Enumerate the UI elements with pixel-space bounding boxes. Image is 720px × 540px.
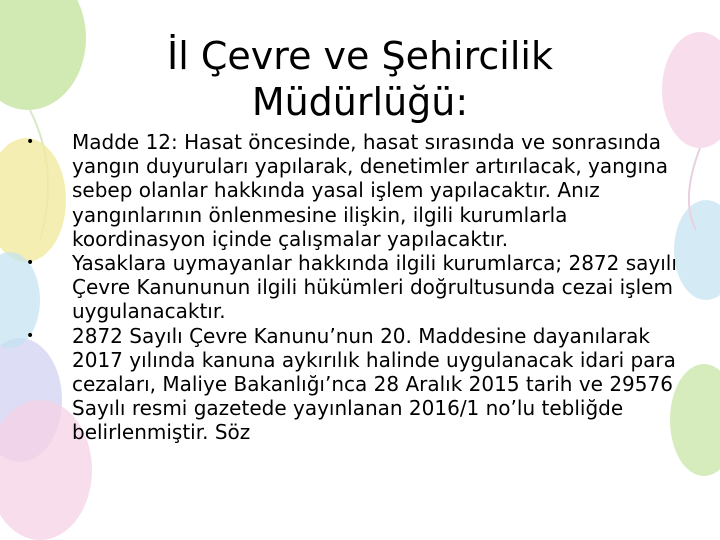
title-line-1: İl Çevre ve Şehircilik: [167, 34, 553, 79]
title-line-2: Müdürlüğü:: [251, 80, 469, 125]
list-item: [26, 324, 686, 445]
bullet-text: 2872 Sayılı Çevre Kanunu’nun 20. Maddesine dayanılarak 2017 yılında kanuna aykırılık halinde uygulanacak idari para cezaları, Maliye Bakanlığı’nca 28 Aralık 2015 tarih ve 29576 Sayılı resmi gazetede yayınlanan 2016/1 no’lu tebliğde belirlenmiştir. Söz: [72, 323, 676, 445]
bullet-list: [26, 130, 686, 445]
list-item: [26, 251, 686, 324]
list-item: [26, 130, 686, 251]
bullet-marker: •: [26, 327, 35, 344]
slide-title: [60, 33, 660, 125]
bullet-marker: •: [26, 255, 35, 272]
bullet-text: Madde 12: Hasat öncesinde, hasat sırasında ve sonrasında yangın duyuruları yapılarak, denetimler artırılacak, yangına sebep olanlar hakkında yasal işlem yapılacaktır. Anız yangınlarının önlenmesine ilişkin, ilgili kurumlarla koordinasyon içinde çalışmalar yapılacaktır.: [72, 130, 668, 251]
bullet-text: Yasaklara uymayanlar hakkında ilgili kurumlarca; 2872 sayılı Çevre Kanununun ilgili hükümleri doğrultusunda cezai işlem uygulanacaktır.: [72, 251, 677, 324]
bullet-marker: •: [26, 134, 35, 150]
